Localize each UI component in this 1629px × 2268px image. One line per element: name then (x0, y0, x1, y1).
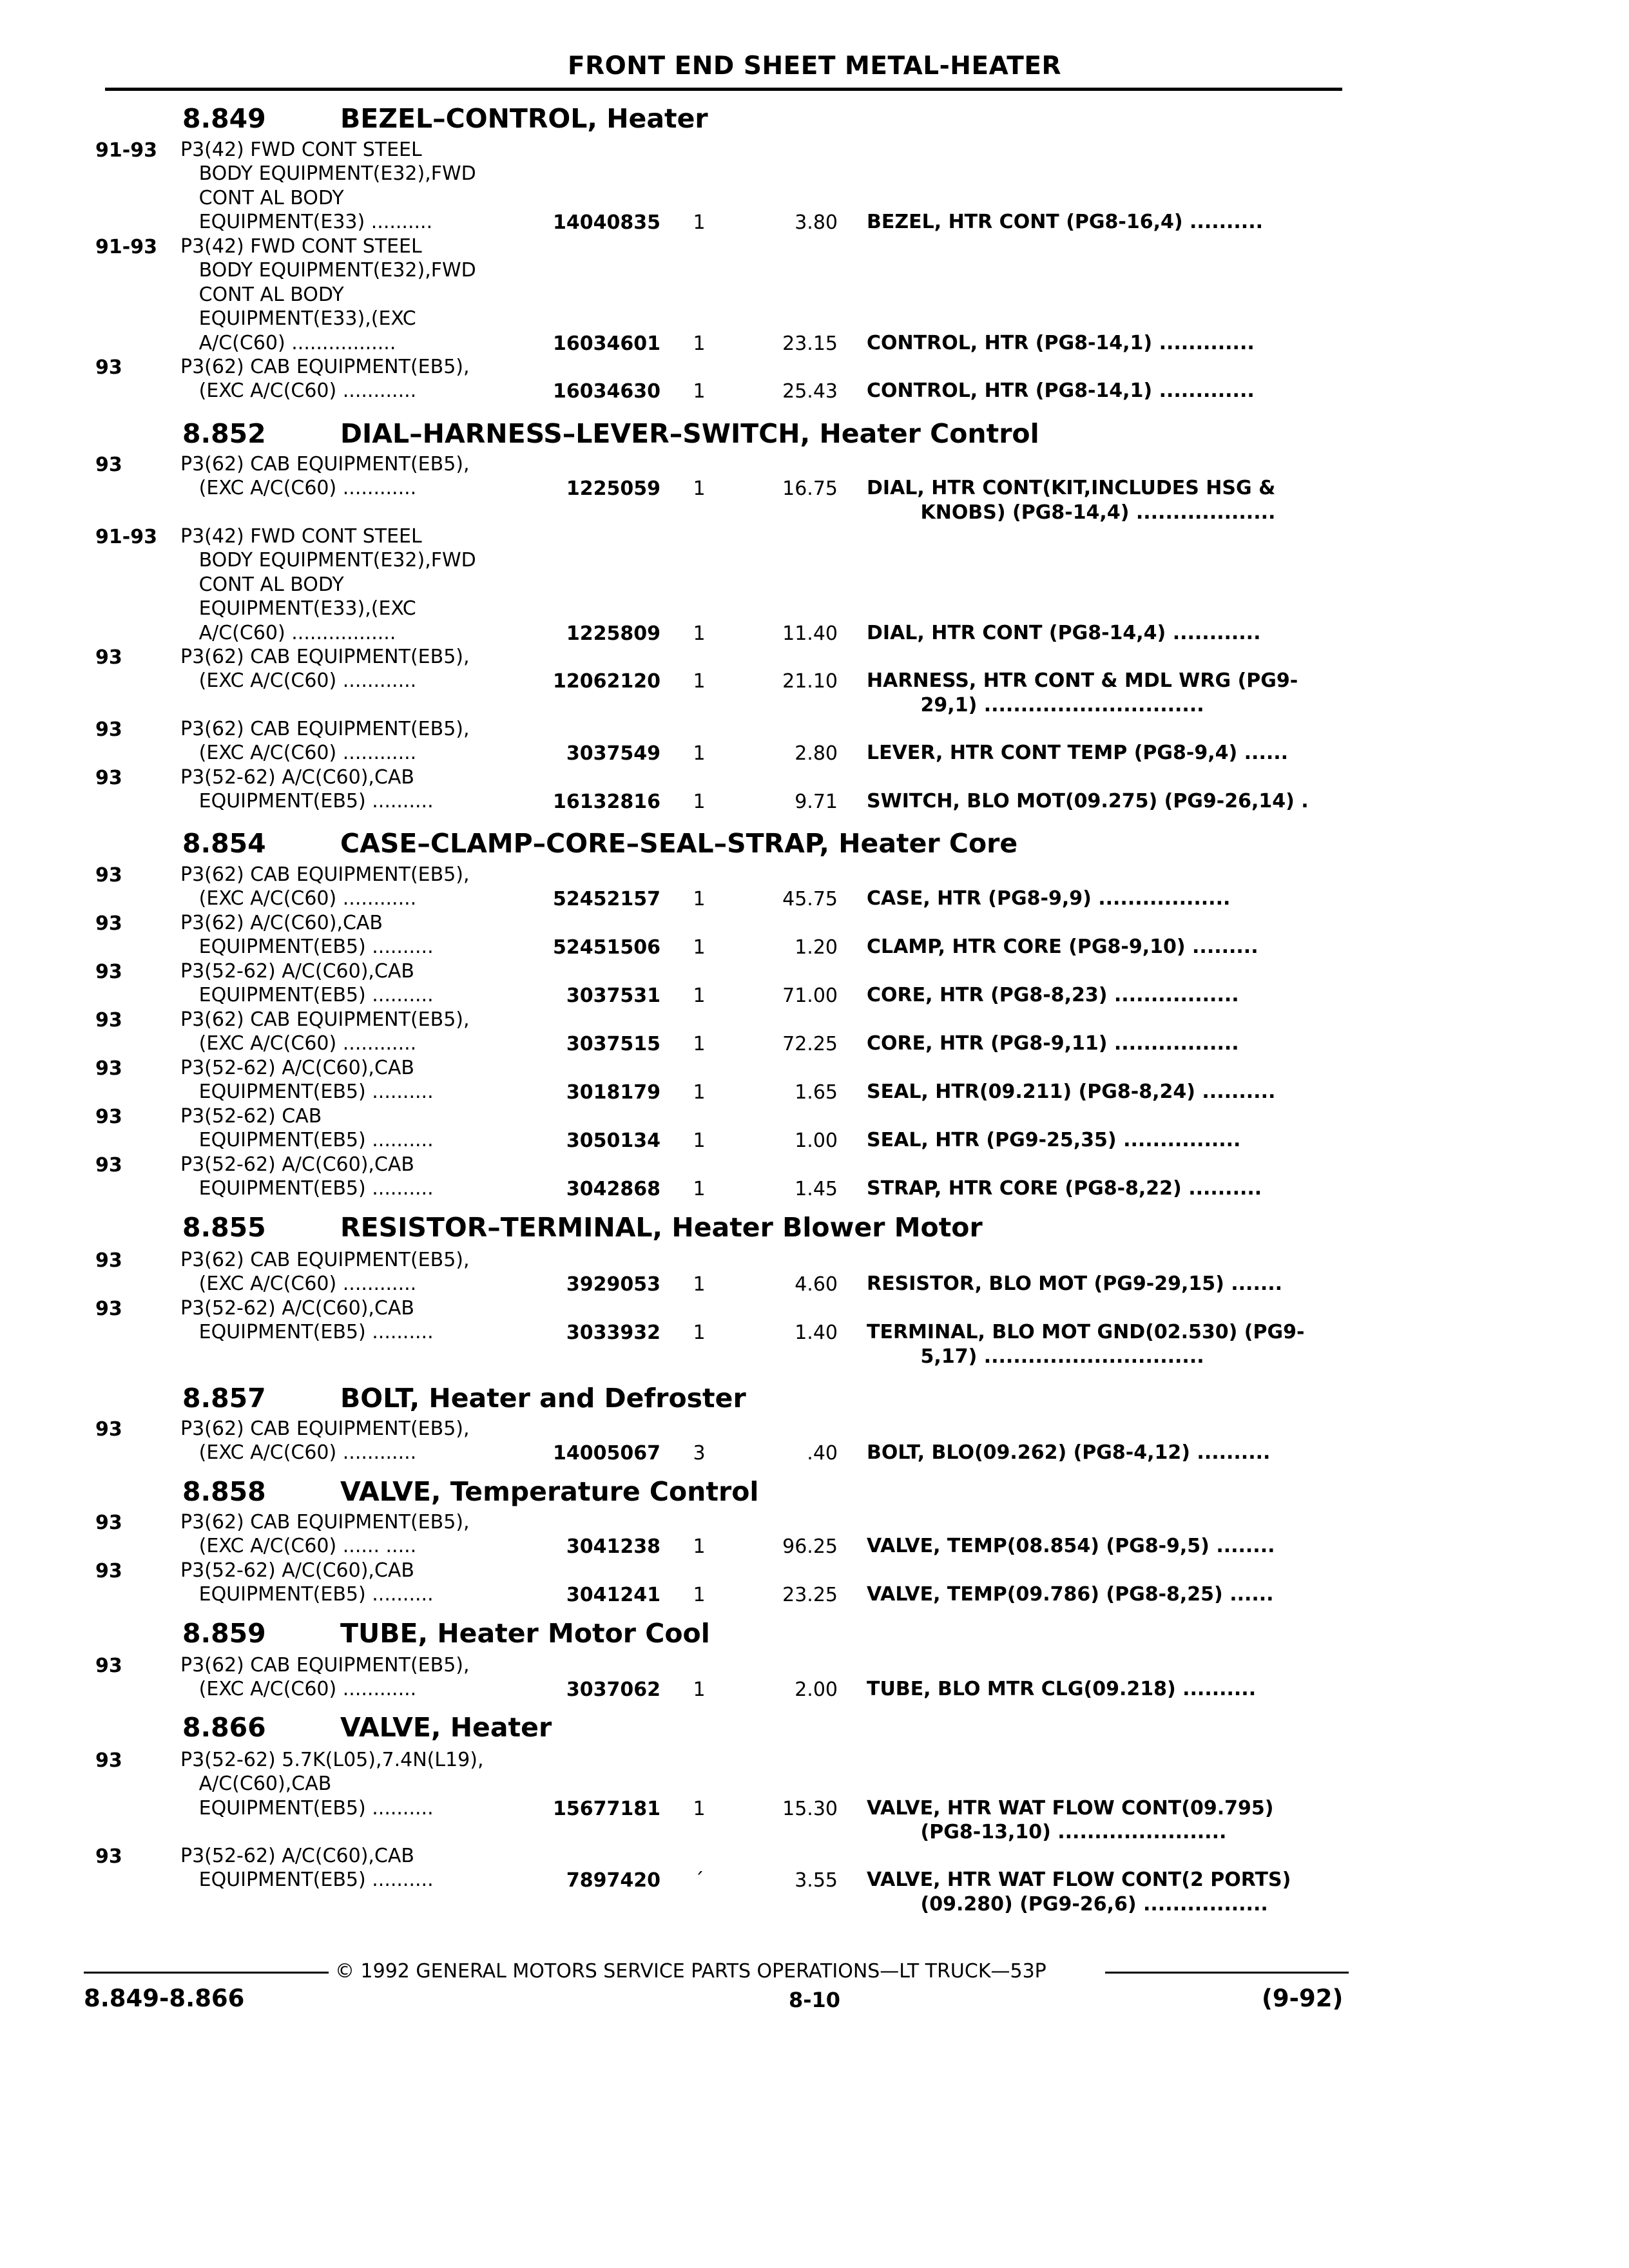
quantity: 1 (693, 211, 706, 235)
model-years: 93 (95, 961, 122, 983)
quantity: 1 (693, 1178, 706, 1201)
model-years: 93 (95, 1845, 122, 1868)
section-heading (182, 1383, 746, 1414)
quantity: 1 (693, 1273, 706, 1296)
part-name: TUBE, BLO MTR CLG(09.218) .......... (867, 1678, 1257, 1701)
quantity: 3 (693, 1442, 706, 1465)
quantity: 1 (693, 670, 706, 693)
part-number: 3050134 (566, 1129, 660, 1153)
section-heading (182, 1618, 710, 1649)
usage-description: P3(62) CAB EQUIPMENT(EB5), (EXC A/C(C60) ............ (180, 1249, 470, 1296)
model-years: 93 (95, 1106, 122, 1128)
quantity: 1 (693, 985, 706, 1008)
quantity: 1 (693, 791, 706, 814)
model-years: 93 (95, 646, 122, 669)
price: 96.25 (782, 1535, 838, 1559)
usage-description: P3(52-62) A/C(C60),CAB EQUIPMENT(EB5) .......... (180, 1845, 434, 1892)
section-heading (182, 828, 1017, 859)
header-rule (105, 88, 1342, 91)
section-number: 8.854 (182, 828, 266, 859)
part-number: 16132816 (553, 791, 660, 814)
quantity: 1 (693, 888, 706, 911)
usage-description: P3(62) CAB EQUIPMENT(EB5), (EXC A/C(C60) ............ (180, 718, 470, 765)
footer-rule-right (1105, 1972, 1349, 1974)
price: 21.10 (782, 670, 838, 693)
quantity: 1 (693, 332, 706, 355)
usage-description: P3(42) FWD CONT STEEL BODY EQUIPMENT(E32),FWD CONT AL BODY EQUIPMENT(E33),(EXC A/C(C60) ................. (180, 525, 476, 644)
part-name: CORE, HTR (PG8-8,23) ................. (867, 984, 1239, 1007)
price: 9.71 (795, 791, 838, 814)
usage-description: P3(52-62) A/C(C60),CAB EQUIPMENT(EB5) .......... (180, 766, 434, 813)
part-number: 3041238 (566, 1535, 660, 1559)
part-number: 3929053 (566, 1273, 660, 1296)
part-number: 16034601 (553, 332, 660, 355)
part-number: 3037062 (566, 1678, 660, 1702)
part-number: 3037531 (566, 985, 660, 1008)
price: 1.40 (795, 1321, 838, 1345)
quantity: 1 (693, 1584, 706, 1607)
price: 16.75 (782, 477, 838, 501)
usage-description: P3(42) FWD CONT STEEL BODY EQUIPMENT(E32),FWD CONT AL BODY EQUIPMENT(E33) .......... (180, 139, 476, 234)
price: 23.15 (782, 332, 838, 355)
part-name: VALVE, HTR WAT FLOW CONT(09.795) (PG8-13,10) ....................... (867, 1796, 1274, 1844)
part-name: CASE, HTR (PG8-9,9) .................. (867, 887, 1231, 910)
model-years: 91-93 (95, 236, 157, 258)
quantity: 1 (693, 1321, 706, 1345)
section-title: BOLT, Heater and Defroster (340, 1383, 746, 1414)
section-heading (182, 103, 708, 134)
model-years: 93 (95, 1009, 122, 1032)
price: 1.00 (795, 1129, 838, 1153)
section-number: 8.852 (182, 418, 266, 449)
price: .40 (807, 1442, 838, 1465)
price: 3.80 (795, 211, 838, 235)
section-heading (182, 418, 1039, 449)
model-years: 93 (95, 454, 122, 476)
section-heading (182, 1712, 552, 1743)
section-title: VALVE, Temperature Control (340, 1476, 759, 1507)
price: 25.43 (782, 380, 838, 403)
part-number: 52452157 (553, 888, 660, 911)
quantity: ´ (694, 1869, 704, 1892)
section-number: 8.857 (182, 1383, 266, 1414)
model-years: 93 (95, 1512, 122, 1534)
price: 1.65 (795, 1081, 838, 1104)
model-years: 93 (95, 1655, 122, 1677)
usage-description: P3(62) CAB EQUIPMENT(EB5), (EXC A/C(C60) ............ (180, 453, 470, 500)
part-name: STRAP, HTR CORE (PG8-8,22) .......... (867, 1177, 1262, 1200)
part-number: 15677181 (553, 1797, 660, 1820)
part-name: CORE, HTR (PG8-9,11) ................. (867, 1032, 1239, 1055)
model-years: 93 (95, 1249, 122, 1272)
part-name: SWITCH, BLO MOT(09.275) (PG9-26,14) . (867, 790, 1309, 813)
section-number: 8.859 (182, 1618, 266, 1649)
part-number: 3018179 (566, 1081, 660, 1104)
section-heading (182, 1212, 983, 1243)
usage-description: P3(62) CAB EQUIPMENT(EB5), (EXC A/C(C60) ............ (180, 1418, 470, 1465)
price: 72.25 (782, 1033, 838, 1056)
usage-description: P3(52-62) A/C(C60),CAB EQUIPMENT(EB5) .......... (180, 1057, 434, 1104)
model-years: 93 (95, 1749, 122, 1772)
part-name: VALVE, TEMP(09.786) (PG8-8,25) ...... (867, 1583, 1274, 1606)
model-years: 91-93 (95, 526, 157, 548)
usage-description: P3(62) CAB EQUIPMENT(EB5), (EXC A/C(C60) ............ (180, 1654, 470, 1701)
price: 2.80 (795, 742, 838, 765)
part-name: TERMINAL, BLO MOT GND(02.530) (PG9- 5,17) .............................. (867, 1321, 1305, 1368)
section-title: TUBE, Heater Motor Cool (340, 1618, 710, 1649)
usage-description: P3(52-62) A/C(C60),CAB EQUIPMENT(EB5) .......... (180, 1297, 434, 1344)
usage-description: P3(52-62) 5.7K(L05),7.4N(L19), A/C(C60),CAB EQUIPMENT(EB5) .......... (180, 1749, 484, 1820)
part-name: VALVE, HTR WAT FLOW CONT(2 PORTS) (09.280) (PG9-26,6) ................. (867, 1869, 1291, 1916)
part-number: 3037549 (566, 742, 660, 765)
footer-date: (9-92) (1262, 1984, 1344, 2012)
part-number: 52451506 (553, 936, 660, 959)
part-name: DIAL, HTR CONT (PG8-14,4) ............ (867, 621, 1261, 644)
quantity: 1 (693, 1033, 706, 1056)
footer-page-number: 8-10 (788, 1988, 841, 2012)
part-number: 1225059 (566, 477, 660, 501)
section-title: BEZEL–CONTROL, Heater (340, 103, 708, 134)
part-number: 7897420 (566, 1869, 660, 1892)
price: 1.45 (795, 1178, 838, 1201)
part-name: VALVE, TEMP(08.854) (PG8-9,5) ........ (867, 1535, 1275, 1558)
quantity: 1 (693, 1678, 706, 1702)
usage-description: P3(62) A/C(C60),CAB EQUIPMENT(EB5) .......... (180, 912, 434, 959)
model-years: 93 (95, 1560, 122, 1582)
part-number: 14040835 (553, 211, 660, 235)
quantity: 1 (693, 1535, 706, 1559)
quantity: 1 (693, 1081, 706, 1104)
section-title: DIAL–HARNESS–LEVER–SWITCH, Heater Control (340, 418, 1039, 449)
part-name: DIAL, HTR CONT(KIT,INCLUDES HSG & KNOBS) (PG8-14,4) ................... (867, 477, 1276, 524)
model-years: 93 (95, 1298, 122, 1320)
part-name: BEZEL, HTR CONT (PG8-16,4) .......... (867, 211, 1263, 234)
model-years: 93 (95, 718, 122, 741)
model-years: 93 (95, 1154, 122, 1177)
price: 45.75 (782, 888, 838, 911)
part-name: LEVER, HTR CONT TEMP (PG8-9,4) ...... (867, 742, 1289, 765)
footer-section-range: 8.849-8.866 (84, 1984, 245, 2012)
footer-rule-left (84, 1972, 329, 1974)
part-name: CONTROL, HTR (PG8-14,1) ............. (867, 380, 1255, 403)
quantity: 1 (693, 1129, 706, 1153)
part-number: 3041241 (566, 1584, 660, 1607)
part-number: 3033932 (566, 1321, 660, 1345)
part-number: 3042868 (566, 1178, 660, 1201)
part-name: RESISTOR, BLO MOT (PG9-29,15) ....... (867, 1273, 1283, 1296)
page-title: FRONT END SHEET METAL-HEATER (567, 52, 1062, 81)
quantity: 1 (693, 477, 706, 501)
part-number: 3037515 (566, 1033, 660, 1056)
model-years: 93 (95, 864, 122, 887)
section-number: 8.858 (182, 1476, 266, 1507)
model-years: 93 (95, 1057, 122, 1080)
price: 71.00 (782, 985, 838, 1008)
part-name: BOLT, BLO(09.262) (PG8-4,12) .......... (867, 1441, 1271, 1465)
section-title: VALVE, Heater (340, 1712, 552, 1743)
quantity: 1 (693, 380, 706, 403)
price: 4.60 (795, 1273, 838, 1296)
section-number: 8.866 (182, 1712, 266, 1743)
model-years: 91-93 (95, 139, 157, 162)
usage-description: P3(52-62) A/C(C60),CAB EQUIPMENT(EB5) .......... (180, 960, 434, 1007)
model-years: 93 (95, 912, 122, 935)
part-name: CLAMP, HTR CORE (PG8-9,10) ......... (867, 936, 1258, 959)
model-years: 93 (95, 356, 122, 379)
usage-description: P3(62) CAB EQUIPMENT(EB5), (EXC A/C(C60) ............ (180, 1008, 470, 1055)
model-years: 93 (95, 1418, 122, 1441)
usage-description: P3(62) CAB EQUIPMENT(EB5), (EXC A/C(C60) ............ (180, 646, 470, 693)
usage-description: P3(52-62) A/C(C60),CAB EQUIPMENT(EB5) .......... (180, 1153, 434, 1200)
usage-description: P3(62) CAB EQUIPMENT(EB5), (EXC A/C(C60) ............ (180, 863, 470, 910)
part-name: CONTROL, HTR (PG8-14,1) ............. (867, 331, 1255, 354)
part-name: SEAL, HTR(09.211) (PG8-8,24) .......... (867, 1081, 1276, 1104)
model-years: 93 (95, 767, 122, 789)
quantity: 1 (693, 936, 706, 959)
usage-description: P3(62) CAB EQUIPMENT(EB5), (EXC A/C(C60) ............ (180, 356, 470, 403)
section-heading (182, 1476, 758, 1507)
part-number: 1225809 (566, 622, 660, 645)
price: 3.55 (795, 1869, 838, 1892)
quantity: 1 (693, 1797, 706, 1820)
quantity: 1 (693, 622, 706, 645)
part-number: 12062120 (553, 670, 660, 693)
part-name: SEAL, HTR (PG9-25,35) ................ (867, 1129, 1241, 1152)
part-number: 16034630 (553, 380, 660, 403)
section-number: 8.849 (182, 103, 266, 134)
usage-description: P3(42) FWD CONT STEEL BODY EQUIPMENT(E32),FWD CONT AL BODY EQUIPMENT(E33),(EXC A/C(C60) ................. (180, 235, 476, 354)
quantity: 1 (693, 742, 706, 765)
price: 2.00 (795, 1678, 838, 1702)
price: 1.20 (795, 936, 838, 959)
price: 11.40 (782, 622, 838, 645)
part-number: 14005067 (553, 1442, 660, 1465)
section-title: RESISTOR–TERMINAL, Heater Blower Motor (340, 1212, 983, 1243)
usage-description: P3(52-62) CAB EQUIPMENT(EB5) .......... (180, 1105, 434, 1152)
footer-copyright: © 1992 GENERAL MOTORS SERVICE PARTS OPERATIONS—LT TRUCK—53P (335, 1960, 1046, 1983)
part-name: HARNESS, HTR CONT & MDL WRG (PG9- 29,1) .............................. (867, 669, 1298, 716)
price: 15.30 (782, 1797, 838, 1820)
section-title: CASE–CLAMP–CORE–SEAL–STRAP, Heater Core (340, 828, 1018, 859)
usage-description: P3(52-62) A/C(C60),CAB EQUIPMENT(EB5) .......... (180, 1559, 434, 1606)
price: 23.25 (782, 1584, 838, 1607)
section-number: 8.855 (182, 1212, 266, 1243)
usage-description: P3(62) CAB EQUIPMENT(EB5), (EXC A/C(C60) ...... ..... (180, 1511, 470, 1558)
